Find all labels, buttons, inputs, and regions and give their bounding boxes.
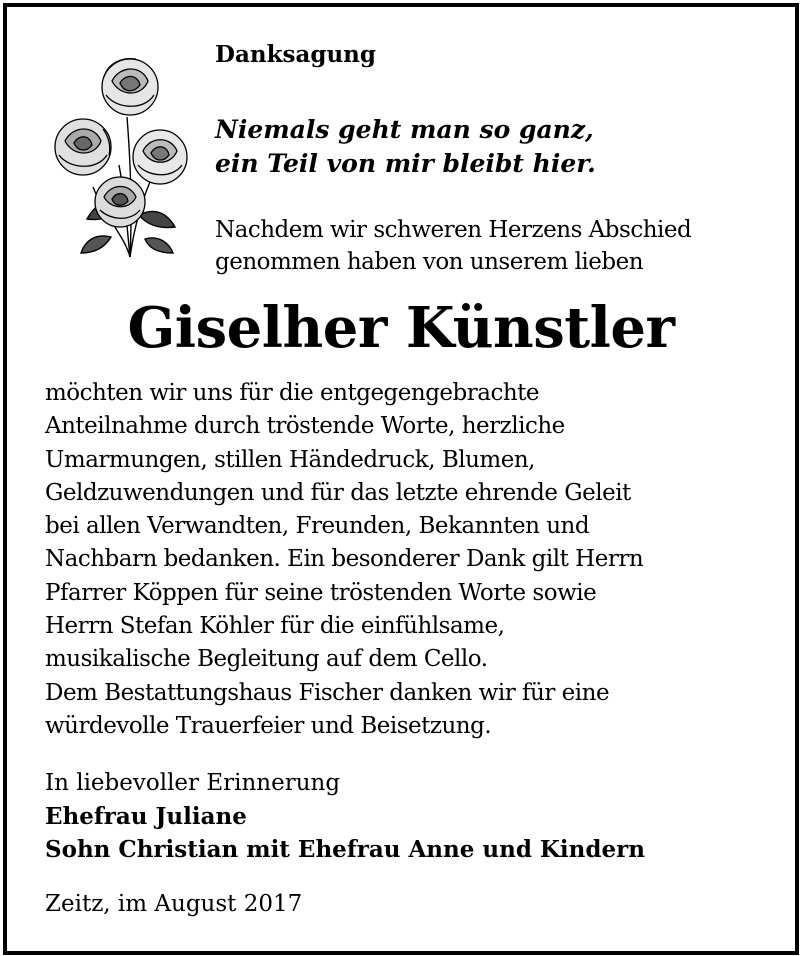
roses-illustration-icon	[35, 47, 205, 267]
closing-block	[45, 767, 645, 866]
place-date: Zeitz, im August 2017	[45, 891, 303, 917]
obituary-notice	[3, 3, 799, 955]
motto	[215, 113, 596, 181]
body-line: Nachbarn bedanken. Ein besonderer Dank gilt Herrn	[45, 546, 644, 573]
body-line: würdevolle Trauerfeier und Beisetzung.	[45, 712, 492, 739]
body-line: Umarmungen, stillen Händedruck, Blumen,	[45, 446, 535, 473]
motto-line: ein Teil von mir bleibt hier.	[215, 149, 596, 178]
body-line: Dem Bestattungshaus Fischer danken wir für eine	[45, 679, 610, 706]
deceased-name: Giselher Künstler	[127, 295, 675, 361]
signer-wife: Ehefrau Juliane	[45, 803, 247, 830]
body-line: Anteilnahme durch tröstende Worte, herzliche	[45, 413, 565, 440]
body-line: Geldzuwendungen und für das letzte ehrende Geleit	[45, 479, 631, 506]
signer-son: Sohn Christian mit Ehefrau Anne und Kindern	[45, 836, 645, 863]
remembrance-line: In liebevoller Erinnerung	[45, 770, 341, 796]
body-line: Herrn Stefan Köhler für die einfühlsame,	[45, 613, 505, 640]
body-line: Pfarrer Köppen für seine tröstenden Worte sowie	[45, 579, 597, 606]
body-line: musikalische Begleitung auf dem Cello.	[45, 646, 488, 673]
intro-line: genommen haben von unserem lieben	[215, 249, 644, 275]
body-line: möchten wir uns für die entgegengebrachte	[45, 380, 540, 406]
notice-heading: Danksagung	[215, 41, 376, 68]
motto-line: Niemals geht man so ganz,	[215, 115, 594, 144]
intro-line: Nachdem wir schweren Herzens Abschied	[215, 217, 692, 243]
body-line: bei allen Verwandten, Freunden, Bekannten und	[45, 513, 590, 540]
intro-text	[215, 214, 691, 278]
body-text	[45, 377, 643, 743]
